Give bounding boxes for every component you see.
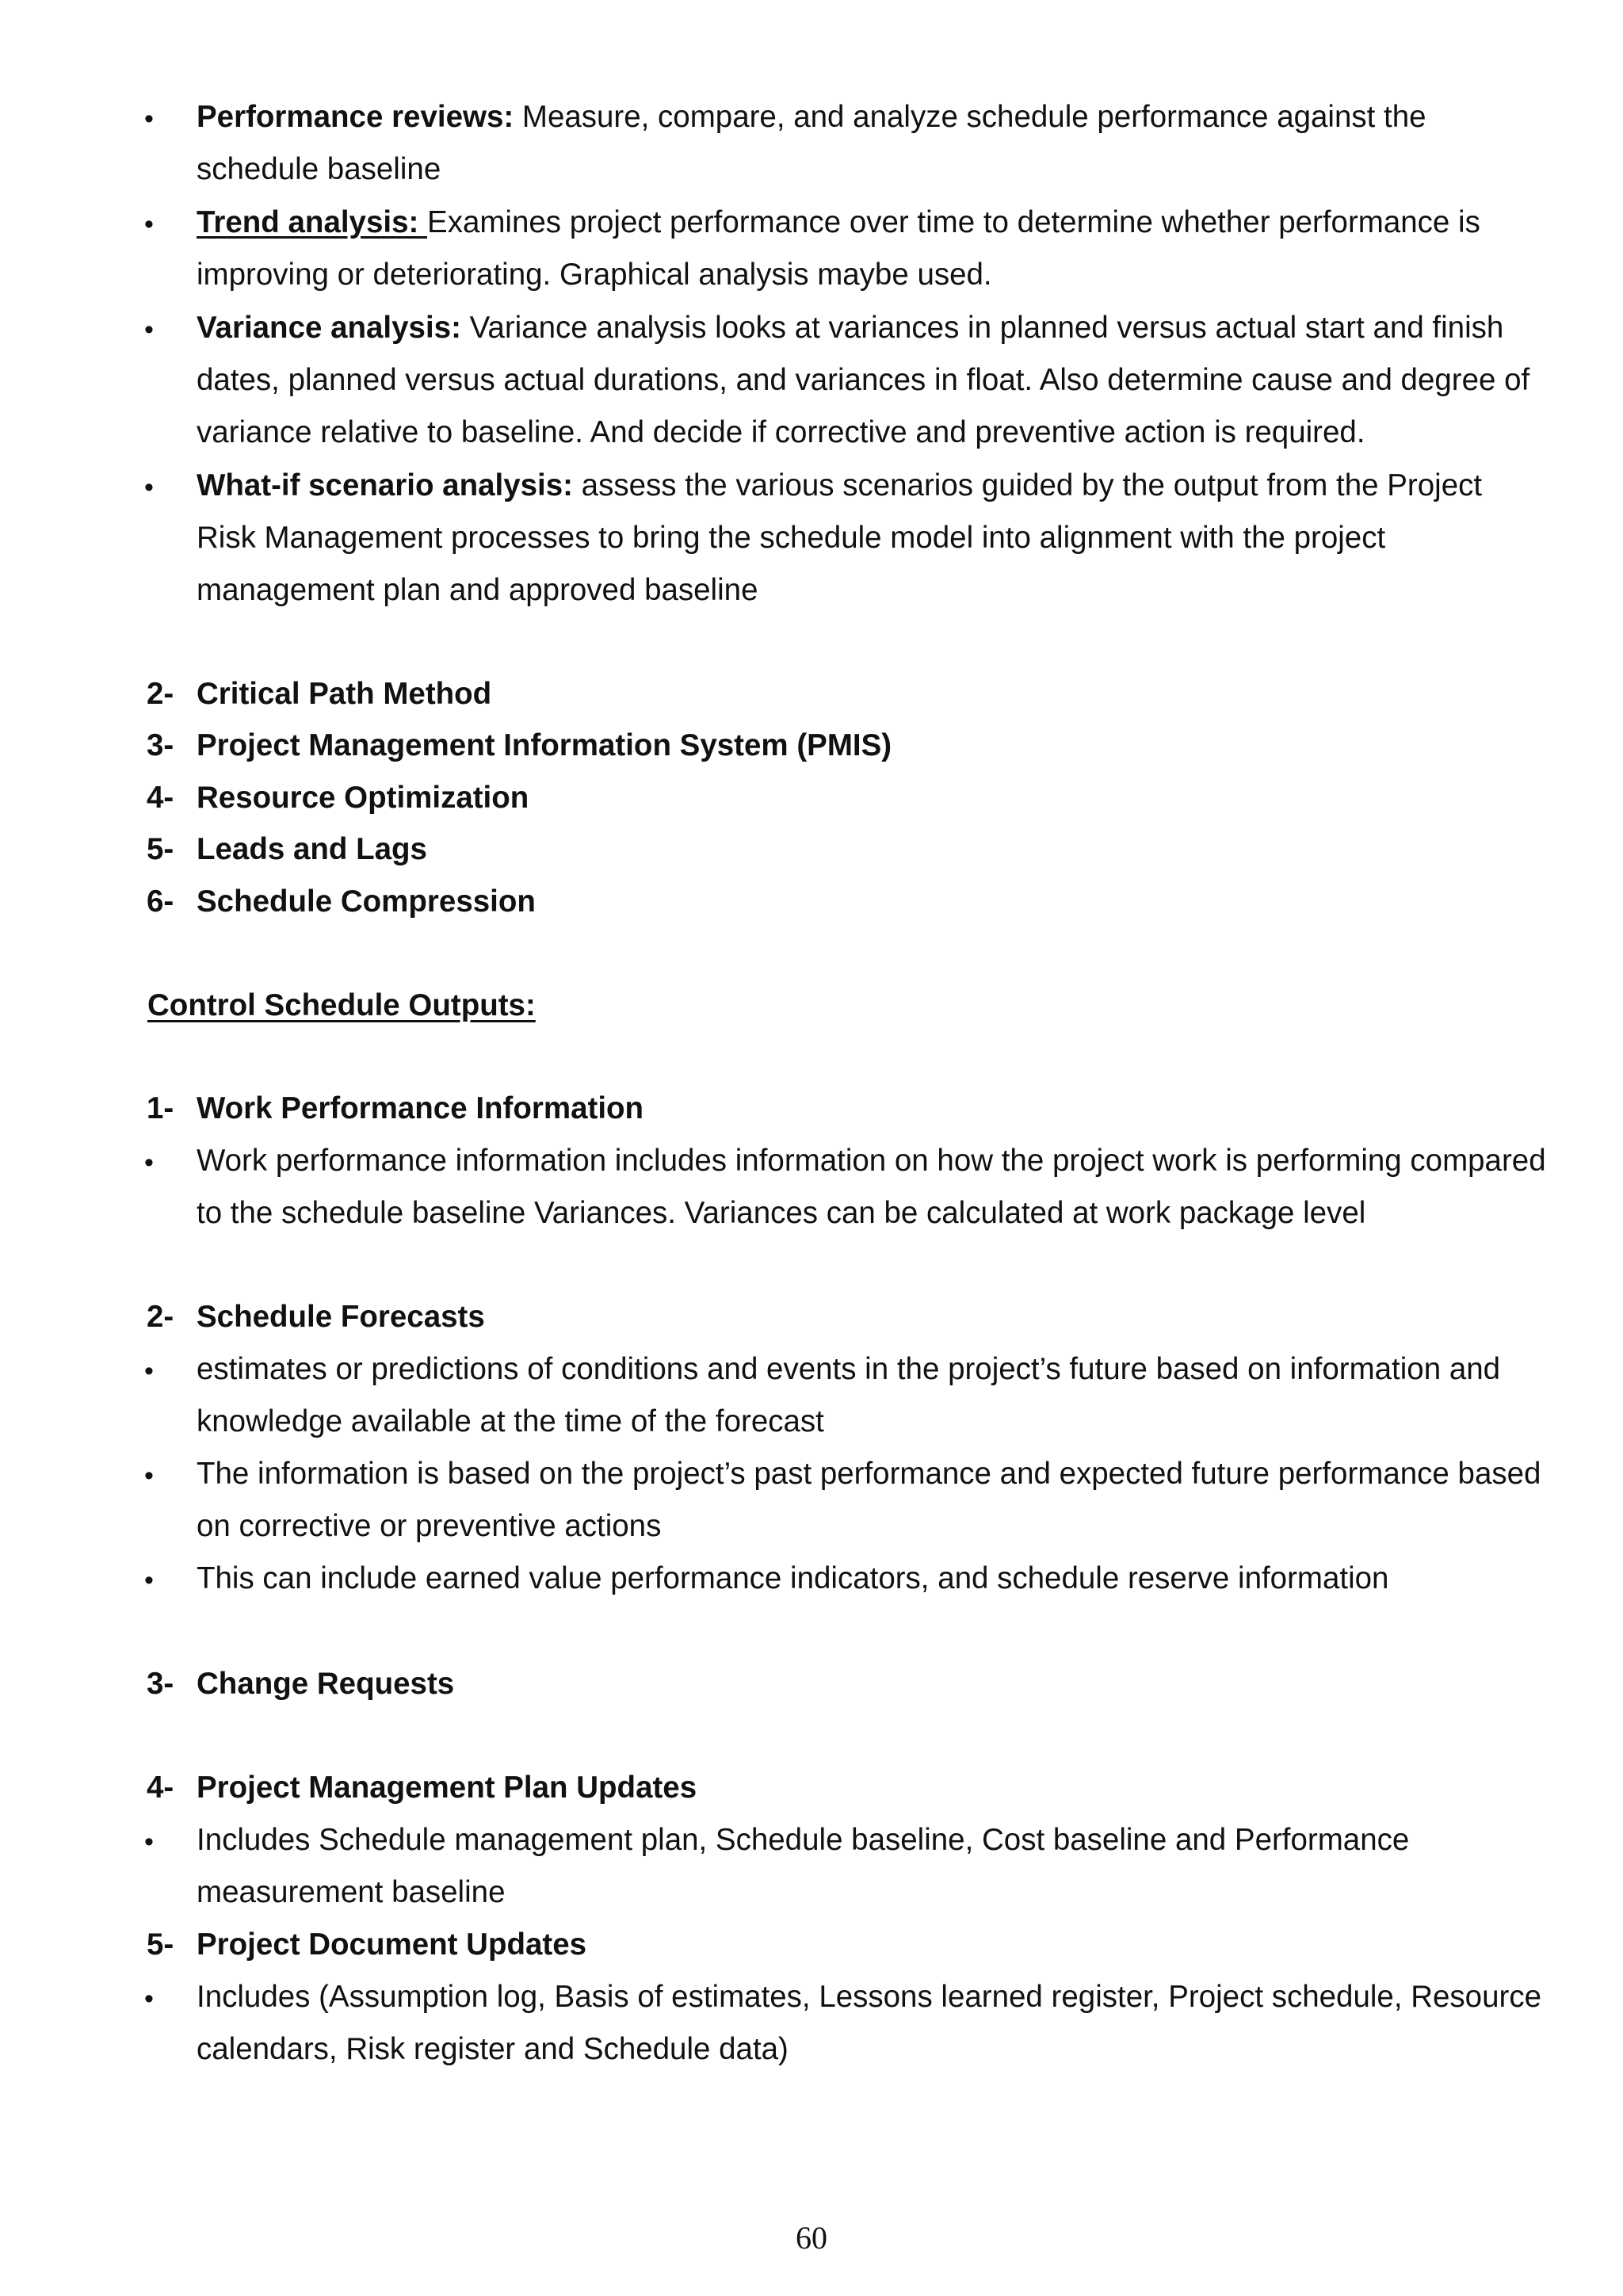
term-text: Measure, compare, and analyze schedule performance against the bbox=[514, 100, 1426, 134]
tool-critical-path-method: Critical Path Method bbox=[197, 677, 492, 711]
tool-resource-optimization: Resource Optimization bbox=[197, 781, 529, 815]
tool-schedule-compression: Schedule Compression bbox=[197, 884, 536, 919]
bullet-continuation: measurement baseline bbox=[197, 1875, 506, 1909]
tool-pmis: Project Management Information System (PMIS) bbox=[197, 728, 892, 762]
bullet-continuation: management plan and approved baseline bbox=[197, 573, 758, 607]
output-project-management-plan-updates: Project Management Plan Updates bbox=[197, 1771, 697, 1805]
bullet-icon: • bbox=[144, 1565, 154, 1595]
bullet-icon: • bbox=[144, 1461, 154, 1491]
bullet-continuation: schedule baseline bbox=[197, 152, 441, 186]
tool-leads-and-lags: Leads and Lags bbox=[197, 832, 427, 866]
bullet-continuation: to the schedule baseline Variances. Variances can be calculated at work package level bbox=[197, 1196, 1366, 1230]
bullet-icon: • bbox=[144, 1148, 154, 1178]
bullet-icon: • bbox=[144, 1827, 154, 1857]
list-number: 4- bbox=[147, 1771, 174, 1805]
bullet-icon: • bbox=[144, 209, 154, 239]
output-bullet: The information is based on the project’s past performance and expected future performance based bbox=[197, 1457, 1541, 1491]
bullet-continuation: Risk Management processes to bring the schedule model into alignment with the project bbox=[197, 521, 1386, 555]
output-project-document-updates: Project Document Updates bbox=[197, 1927, 587, 1962]
bullet-icon: • bbox=[144, 1356, 154, 1386]
bullet-icon: • bbox=[144, 315, 154, 345]
bullet-variance-analysis bbox=[197, 309, 1503, 347]
bullet-continuation: improving or deteriorating. Graphical analysis maybe used. bbox=[197, 258, 992, 292]
list-number: 6- bbox=[147, 884, 174, 919]
list-number: 2- bbox=[147, 677, 174, 711]
bullet-trend-analysis bbox=[197, 204, 1480, 242]
output-bullet: Work performance information includes information on how the project work is performing compared bbox=[197, 1144, 1546, 1178]
output-bullet: estimates or predictions of conditions and events in the project’s future based on information and bbox=[197, 1352, 1501, 1386]
bullet-icon: • bbox=[144, 1984, 154, 2014]
term-label: Performance reviews: bbox=[197, 100, 514, 134]
output-bullet: This can include earned value performance indicators, and schedule reserve information bbox=[197, 1561, 1389, 1595]
output-bullet: Includes Schedule management plan, Schedule baseline, Cost baseline and Performance bbox=[197, 1823, 1410, 1857]
bullet-icon: • bbox=[144, 104, 154, 134]
term-label: What-if scenario analysis: bbox=[197, 468, 573, 502]
term-text: assess the various scenarios guided by the output from the Project bbox=[572, 468, 1483, 502]
list-number: 5- bbox=[147, 832, 174, 866]
bullet-continuation: dates, planned versus actual durations, and variances in float. Also determine cause and degree of bbox=[197, 363, 1530, 397]
bullet-continuation: on corrective or preventive actions bbox=[197, 1509, 662, 1543]
bullet-icon: • bbox=[144, 472, 154, 502]
bullet-continuation: variance relative to baseline. And decide if corrective and preventive action is required. bbox=[197, 415, 1365, 449]
list-number: 2- bbox=[147, 1300, 174, 1334]
list-number: 4- bbox=[147, 781, 174, 815]
bullet-what-if-analysis bbox=[197, 467, 1482, 505]
output-change-requests: Change Requests bbox=[197, 1667, 455, 1701]
term-text: Examines project performance over time to determine whether performance is bbox=[427, 205, 1480, 239]
list-number: 3- bbox=[147, 728, 174, 762]
term-text: Variance analysis looks at variances in planned versus actual start and finish bbox=[460, 311, 1504, 345]
term-label: Trend analysis: bbox=[197, 205, 428, 239]
output-work-performance-information: Work Performance Information bbox=[197, 1091, 644, 1125]
output-bullet: Includes (Assumption log, Basis of estimates, Lessons learned register, Project schedule, Resource bbox=[197, 1980, 1541, 2014]
list-number: 1- bbox=[147, 1091, 174, 1125]
output-schedule-forecasts: Schedule Forecasts bbox=[197, 1300, 485, 1334]
term-label: Variance analysis: bbox=[197, 311, 461, 345]
list-number: 3- bbox=[147, 1667, 174, 1701]
section-heading-outputs: Control Schedule Outputs: bbox=[147, 988, 536, 1022]
bullet-continuation: calendars, Risk register and Schedule data) bbox=[197, 2032, 789, 2066]
list-number: 5- bbox=[147, 1927, 174, 1962]
bullet-continuation: knowledge available at the time of the forecast bbox=[197, 1404, 824, 1438]
bullet-performance-reviews bbox=[197, 98, 1426, 136]
page-number: 60 bbox=[796, 2220, 827, 2256]
